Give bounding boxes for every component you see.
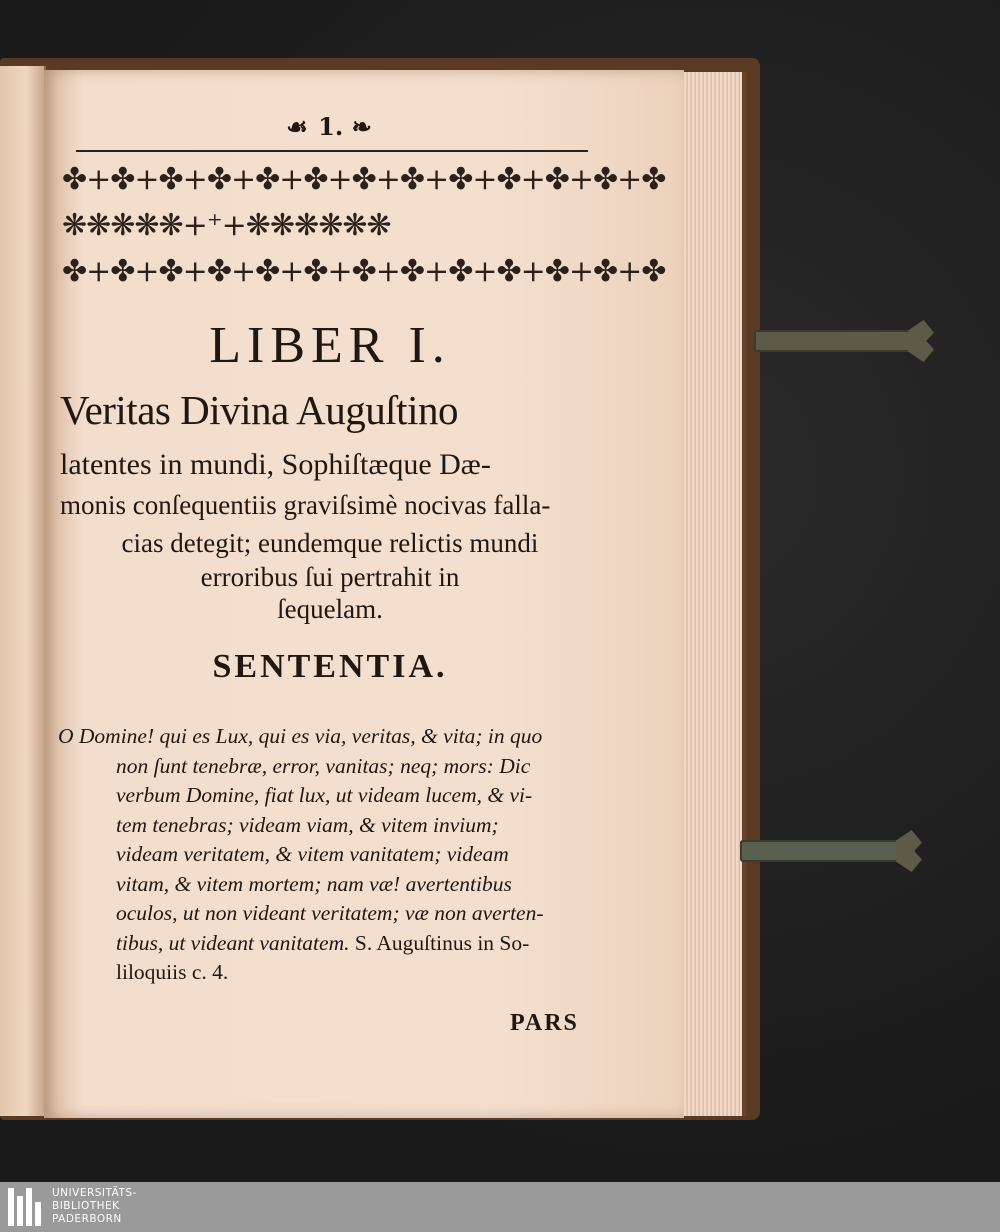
header-ornament-right: ❧ xyxy=(351,112,374,141)
paragraph-line: tibus, ut videant vanitatem. xyxy=(116,930,350,955)
book-title: LIBER I. xyxy=(209,317,451,374)
page-fore-edge xyxy=(684,72,746,1116)
heading-line-1: Veritas Divina Auguſtino xyxy=(60,387,458,433)
upper-clasp xyxy=(754,330,924,352)
ornament-band-3: ✤+✤+✤+✤+✤+✤+✤+✤+✤+✤+✤+✤+✤ xyxy=(62,254,666,289)
section-heading: SENTENTIA. xyxy=(212,648,448,685)
paragraph-line-with-citation xyxy=(58,929,598,959)
header-ornament-left: ☙ xyxy=(286,112,310,141)
catchword: PARS xyxy=(510,1010,579,1036)
library-name-line: PADERBORN xyxy=(52,1213,122,1225)
library-logo-icon xyxy=(8,1188,46,1226)
header-rule xyxy=(76,150,588,152)
page-number: 1. xyxy=(318,112,344,141)
ornament-band-2: ❋❋❋❋❋+⁺+❋❋❋❋❋❋ xyxy=(62,208,391,243)
paragraph-line: non ſunt tenebræ, error, vanitas; neq; mors: Dic xyxy=(116,753,531,778)
library-footer xyxy=(0,1182,1000,1232)
paragraph-line: O Domine! qui es Lux, qui es via, veritas, & vita; in quo xyxy=(58,724,543,748)
heading-line-6: ſequelam. xyxy=(277,594,383,624)
library-name xyxy=(52,1187,137,1226)
library-name-line: UNIVERSITÄTS- xyxy=(52,1187,137,1199)
paragraph-line: oculos, ut non videant veritatem; væ non averten- xyxy=(116,901,544,925)
lower-clasp xyxy=(740,840,912,862)
heading-line-5: erroribus ſui pertrahit in xyxy=(200,562,460,592)
heading-line-3: monis conſequentiis graviſsimè nocivas falla- xyxy=(60,490,551,520)
page-header xyxy=(70,112,590,141)
heading-line-4: cias detegit; eundemque relictis mundi xyxy=(121,528,539,558)
quotation-paragraph xyxy=(58,722,598,988)
citation: S. Auguſtinus in So- xyxy=(349,930,530,955)
paragraph-line: tem tenebras; videam viam, & vitem invium; xyxy=(116,812,499,837)
paragraph-line: videam veritatem, & vitem vanitatem; videam xyxy=(116,842,509,866)
heading-line-2: latentes in mundi, Sophiſtæque Dæ- xyxy=(60,448,491,481)
library-name-line: BIBLIOTHEK xyxy=(52,1200,120,1212)
left-page-edge xyxy=(0,66,46,1116)
paragraph-line: vitam, & vitem mortem; nam væ! avertentibus xyxy=(116,871,512,896)
ornament-band-1: ✤+✤+✤+✤+✤+✤+✤+✤+✤+✤+✤+✤+✤ xyxy=(62,162,666,197)
citation-end: liloquiis c. 4. xyxy=(116,960,229,984)
paragraph-line: verbum Domine, fiat lux, ut videam lucem, & vi- xyxy=(116,783,533,807)
